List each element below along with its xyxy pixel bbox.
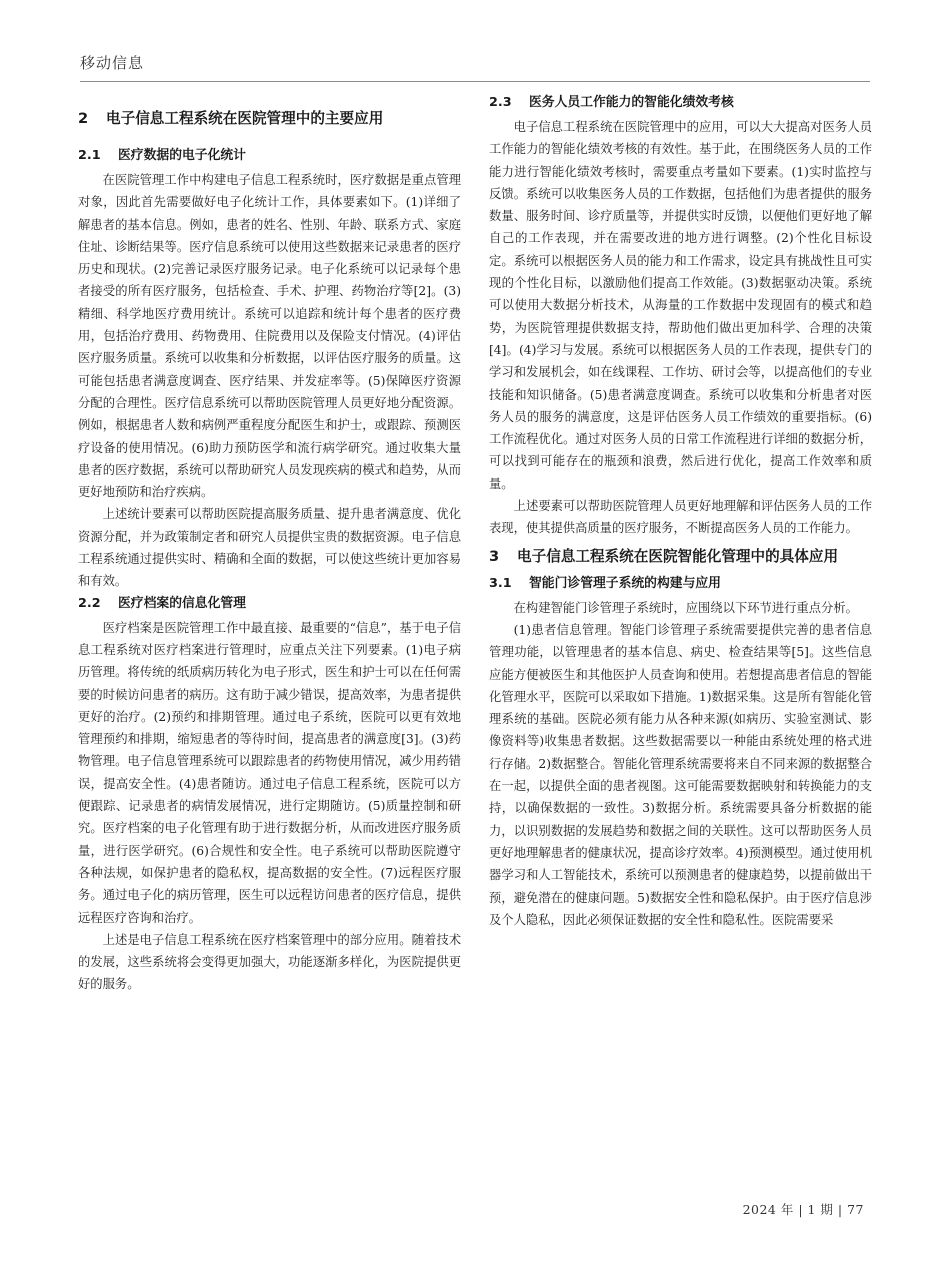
section-3-heading [489, 544, 872, 569]
paragraph: 在构建智能门诊管理子系统时，应围绕以下环节进行重点分析。 [513, 600, 858, 615]
right-column [489, 92, 872, 931]
section-number: 2 [78, 110, 89, 127]
section-title: 医疗数据的电子化统计 [118, 148, 246, 163]
paragraph: 电子信息工程系统在医院管理中的应用，可以大大提高对医务人员工作能力的智能化绩效考核的有效性。基于此，在围绕医务人员的工作能力进行智能化绩效考核时，需要重点考量如下要素。(1)实时监控与反馈。系统可以收集医务人员的工作数据，包括他们为患者提供的服务数量、服务时间、诊疗质量等，并提供实时反馈，以便他们更好地了解自己的工作表现，并在需要改进的地方进行调整。(2)个性化目标设定。系统可以根据医务人员的能力和工作需求，设定具有挑战性且可实现的个性化目标，以激励他们提高工作效能。(3)数据驱动决策。系统可以使用大数据分析技术，从海量的工作数据中发现固有的模式和趋势，为医院管理提供数据支持，帮助他们做出更加科学、合理的决策[4]。(4)学习与发展。系统可以根据医务人员的工作表现，提供专门的学习和发展机会，如在线课程、工作坊、研讨会等，以提高他们的专业技能和知识储备。(5)患者满意度调查。系统可以收集和分析患者对医务人员的服务的满意度，这是评估医务人员工作绩效的重要指标。(6)工作流程优化。通过对医务人员的日常工作流程进行详细的数据分析，可以找到可能存在的瓶颈和浪费，然后进行优化，提高工作效率和质量。 [489, 120, 872, 491]
paragraph: 在医院管理工作中构建电子信息工程系统时，医疗数据是重点管理对象，因此首先需要做好电子化统计工作，具体要素如下。(1)详细了解患者的基本信息。例如，患者的姓名、性别、年龄、联系方式、家庭住址、诊断结果等。医疗信息系统可以使用这些数据来记录患者的医疗历史和现状。(2)完善记录医疗服务记录。电子化系统可以记录每个患者接受的所有医疗服务，包括检查、手术、护理、药物治疗等[2]。(3)精细、科学地医疗费用统计。系统可以追踪和统计每个患者的医疗费用，包括治疗费用、药物费用、住院费用以及保险支付情况。(4)评估医疗服务质量。系统可以收集和分析数据，以评估医疗服务的质量。这可能包括患者满意度调查、医疗结果、并发症率等。(5)保障医疗资源分配的合理性。医疗信息系统可以帮助医院管理人员更好地分配资源。例如，根据患者人数和病例严重程度分配医生和护士，或跟踪、预测医疗设备的使用情况。(6)助力预防医学和流行病学研究。通过收集大量患者的医疗数据，系统可以帮助研究人员发现疾病的模式和趋势，从而更好地预防和治疗疾病。 [78, 173, 461, 500]
section-title: 医务人员工作能力的智能化绩效考核 [529, 95, 734, 110]
section-2-3-heading [489, 92, 872, 114]
section-number: 3 [489, 547, 500, 565]
section-title: 电子信息工程系统在医院智能化管理中的具体应用 [517, 547, 839, 565]
paragraph: (1)患者信息管理。智能门诊管理子系统需要提供完善的患者信息管理功能，以管理患者的基本信息、病史、检查结果等[5]。这些信息应能方便被医生和其他医护人员查询和使用。若想提高患者信息的智能化管理水平，医院可以采取如下措施。1)数据采集。这是所有智能化管理系统的基础。医院必须有能力从各种来源(如病历、实验室测试、影像资料等)收集患者数据。这些数据需要以一种能由系统处理的格式进行存储。2)数据整合。智能化管理系统需要将来自不同来源的数据整合在一起，以提供全面的患者视图。这可能需要数据映射和转换能力的支持，以确保数据的一致性。3)数据分析。系统需要具备分析数据的能力，以识别数据的发展趋势和数据之间的关联性。这可以帮助医务人员更好地理解患者的健康状况，提高诊疗效率。4)预测模型。通过使用机器学习和人工智能技术，系统可以预测患者的健康趋势，以提前做出干预，避免潜在的健康问题。5)数据安全性和隐私保护。由于医疗信息涉及个人隐私，因此必须保证数据的安全性和隐私性。医院需要采 [489, 622, 872, 927]
issue-page-info: 2024 年 | 1 期 | 77 [742, 1202, 864, 1217]
journal-title: 移动信息 [80, 54, 145, 72]
section-2-1-heading [78, 145, 461, 167]
section-number: 2.1 [78, 148, 101, 163]
section-2-2-heading [78, 593, 461, 615]
section-title: 医疗档案的信息化管理 [118, 595, 246, 611]
left-column [78, 96, 461, 996]
paragraph: 上述要素可以帮助医院管理人员更好地理解和评估医务人员的工作表现，使其提供高质量的医疗服务，不断提高医务人员的工作能力。 [489, 499, 872, 536]
section-2-heading [78, 106, 461, 131]
section-number: 2.2 [78, 595, 101, 611]
header-divider [80, 81, 870, 82]
section-number: 3.1 [489, 575, 512, 591]
section-title: 电子信息工程系统在医院管理中的主要应用 [106, 110, 384, 127]
section-3-1-heading [489, 573, 872, 595]
paragraph: 上述是电子信息工程系统在医疗档案管理中的部分应用。随着技术的发展，这些系统将会变得更加强大，功能逐渐多样化，为医院提供更好的服务。 [78, 932, 461, 992]
paragraph: 医疗档案是医院管理工作中最直接、最重要的“信息”，基于电子信息工程系统对医疗档案进行管理时，应重点关注下列要素。(1)电子病历管理。将传统的纸质病历转化为电子形式，医生和护士可以在任何需要的时候访问患者的病历。这有助于减少错误，提高效率，为患者提供更好的治疗。(2)预约和排期管理。通过电子系统，医院可以更有效地管理预约和排期，缩短患者的等待时间，提高患者的满意度[3]。(3)药物管理。电子信息管理系统可以跟踪患者的药物使用情况，减少用药错误，提高安全性。(4)患者随访。通过电子信息工程系统，医院可以方便跟踪、记录患者的病情发展情况，进行定期随访。(5)质量控制和研究。医疗档案的电子化管理有助于进行数据分析，从而改进医疗服务质量，进行医学研究。(6)合规性和安全性。电子系统可以帮助医院遵守各种法规，如保护患者的隐私权，提高数据的安全性。(7)远程医疗服务。通过电子化的病历管理，医生可以远程访问患者的医疗信息，提供远程医疗咨询和治疗。 [78, 620, 461, 925]
paragraph: 上述统计要素可以帮助医院提高服务质量、提升患者满意度、优化资源分配，并为政策制定者和研究人员提供宝贵的数据资源。电子信息工程系统通过提供实时、精确和全面的数据，可以使这些统计更加容易和有效。 [78, 507, 461, 589]
section-title: 智能门诊管理子系统的构建与应用 [529, 575, 721, 591]
section-number: 2.3 [489, 95, 512, 110]
